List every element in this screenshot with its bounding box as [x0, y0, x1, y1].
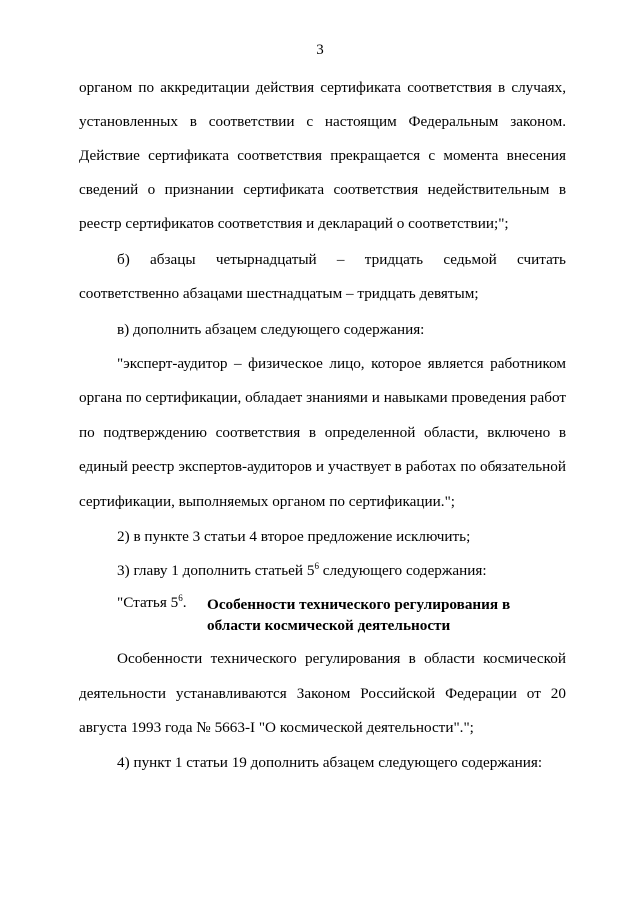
paragraph-line: установленных в соответствии с настоящим Федеральным законом.	[79, 113, 566, 130]
paragraph-line: Действие сертификата соответствия прекращается с момента внесения	[79, 147, 566, 164]
paragraph-line: органа по сертификации, обладает знаниями и навыками проведения работ	[79, 389, 566, 406]
paragraph-line: Особенности технического регулирования в области космической	[117, 650, 566, 667]
paragraph-line: сведений о признании сертификата соответствия недействительным в	[79, 181, 566, 198]
article-lead-prefix: "Статья 5	[117, 594, 179, 611]
paragraph-line: 4) пункт 1 статьи 19 дополнить абзацем следующего содержания:	[117, 754, 543, 771]
paragraph-line: соответственно абзацами шестнадцатым – тридцать девятым;	[79, 285, 479, 302]
paragraph-line: по подтверждению соответствия в определенной области, включено в	[79, 424, 566, 441]
paragraph-line: деятельности устанавливаются Законом Российской Федерации от 20	[79, 685, 566, 702]
paragraph-line: сертификации, выполняемых органом по сертификации.";	[79, 493, 455, 510]
paragraph-line: августа 1993 года № 5663-I "О космической деятельности".";	[79, 719, 474, 736]
paragraph-line: 2) в пункте 3 статьи 4 второе предложение исключить;	[117, 528, 471, 545]
page-number: 3	[316, 42, 324, 58]
article-lead-suffix: .	[182, 594, 187, 611]
paragraph-line: в) дополнить абзацем следующего содержания:	[117, 321, 425, 338]
article-title	[207, 594, 527, 636]
article-title-line: области космической деятельности	[207, 617, 451, 634]
article-lead-superscript: 6	[178, 593, 183, 603]
article-title-line: Особенности технического регулирования в	[207, 596, 511, 613]
paragraph-line: единый реестр экспертов-аудиторов и участвует в работах по обязательной	[79, 458, 566, 475]
paragraph-line: "эксперт-аудитор – физическое лицо, которое является работником	[117, 355, 566, 372]
article-lead	[117, 594, 187, 612]
item-3-suffix: следующего содержания:	[318, 562, 487, 579]
paragraph-line: органом по аккредитации действия сертификата соответствия в случаях,	[79, 79, 566, 96]
item-3-prefix: 3) главу 1 дополнить статьей 5	[117, 562, 315, 579]
item-3-line	[117, 562, 566, 580]
item-3-superscript: 6	[314, 561, 319, 571]
paragraph-line: б) абзацы четырнадцатый – тридцать седьмой считать	[117, 251, 566, 268]
paragraph-line: реестр сертификатов соответствия и деклараций о соответствии;";	[79, 215, 509, 232]
